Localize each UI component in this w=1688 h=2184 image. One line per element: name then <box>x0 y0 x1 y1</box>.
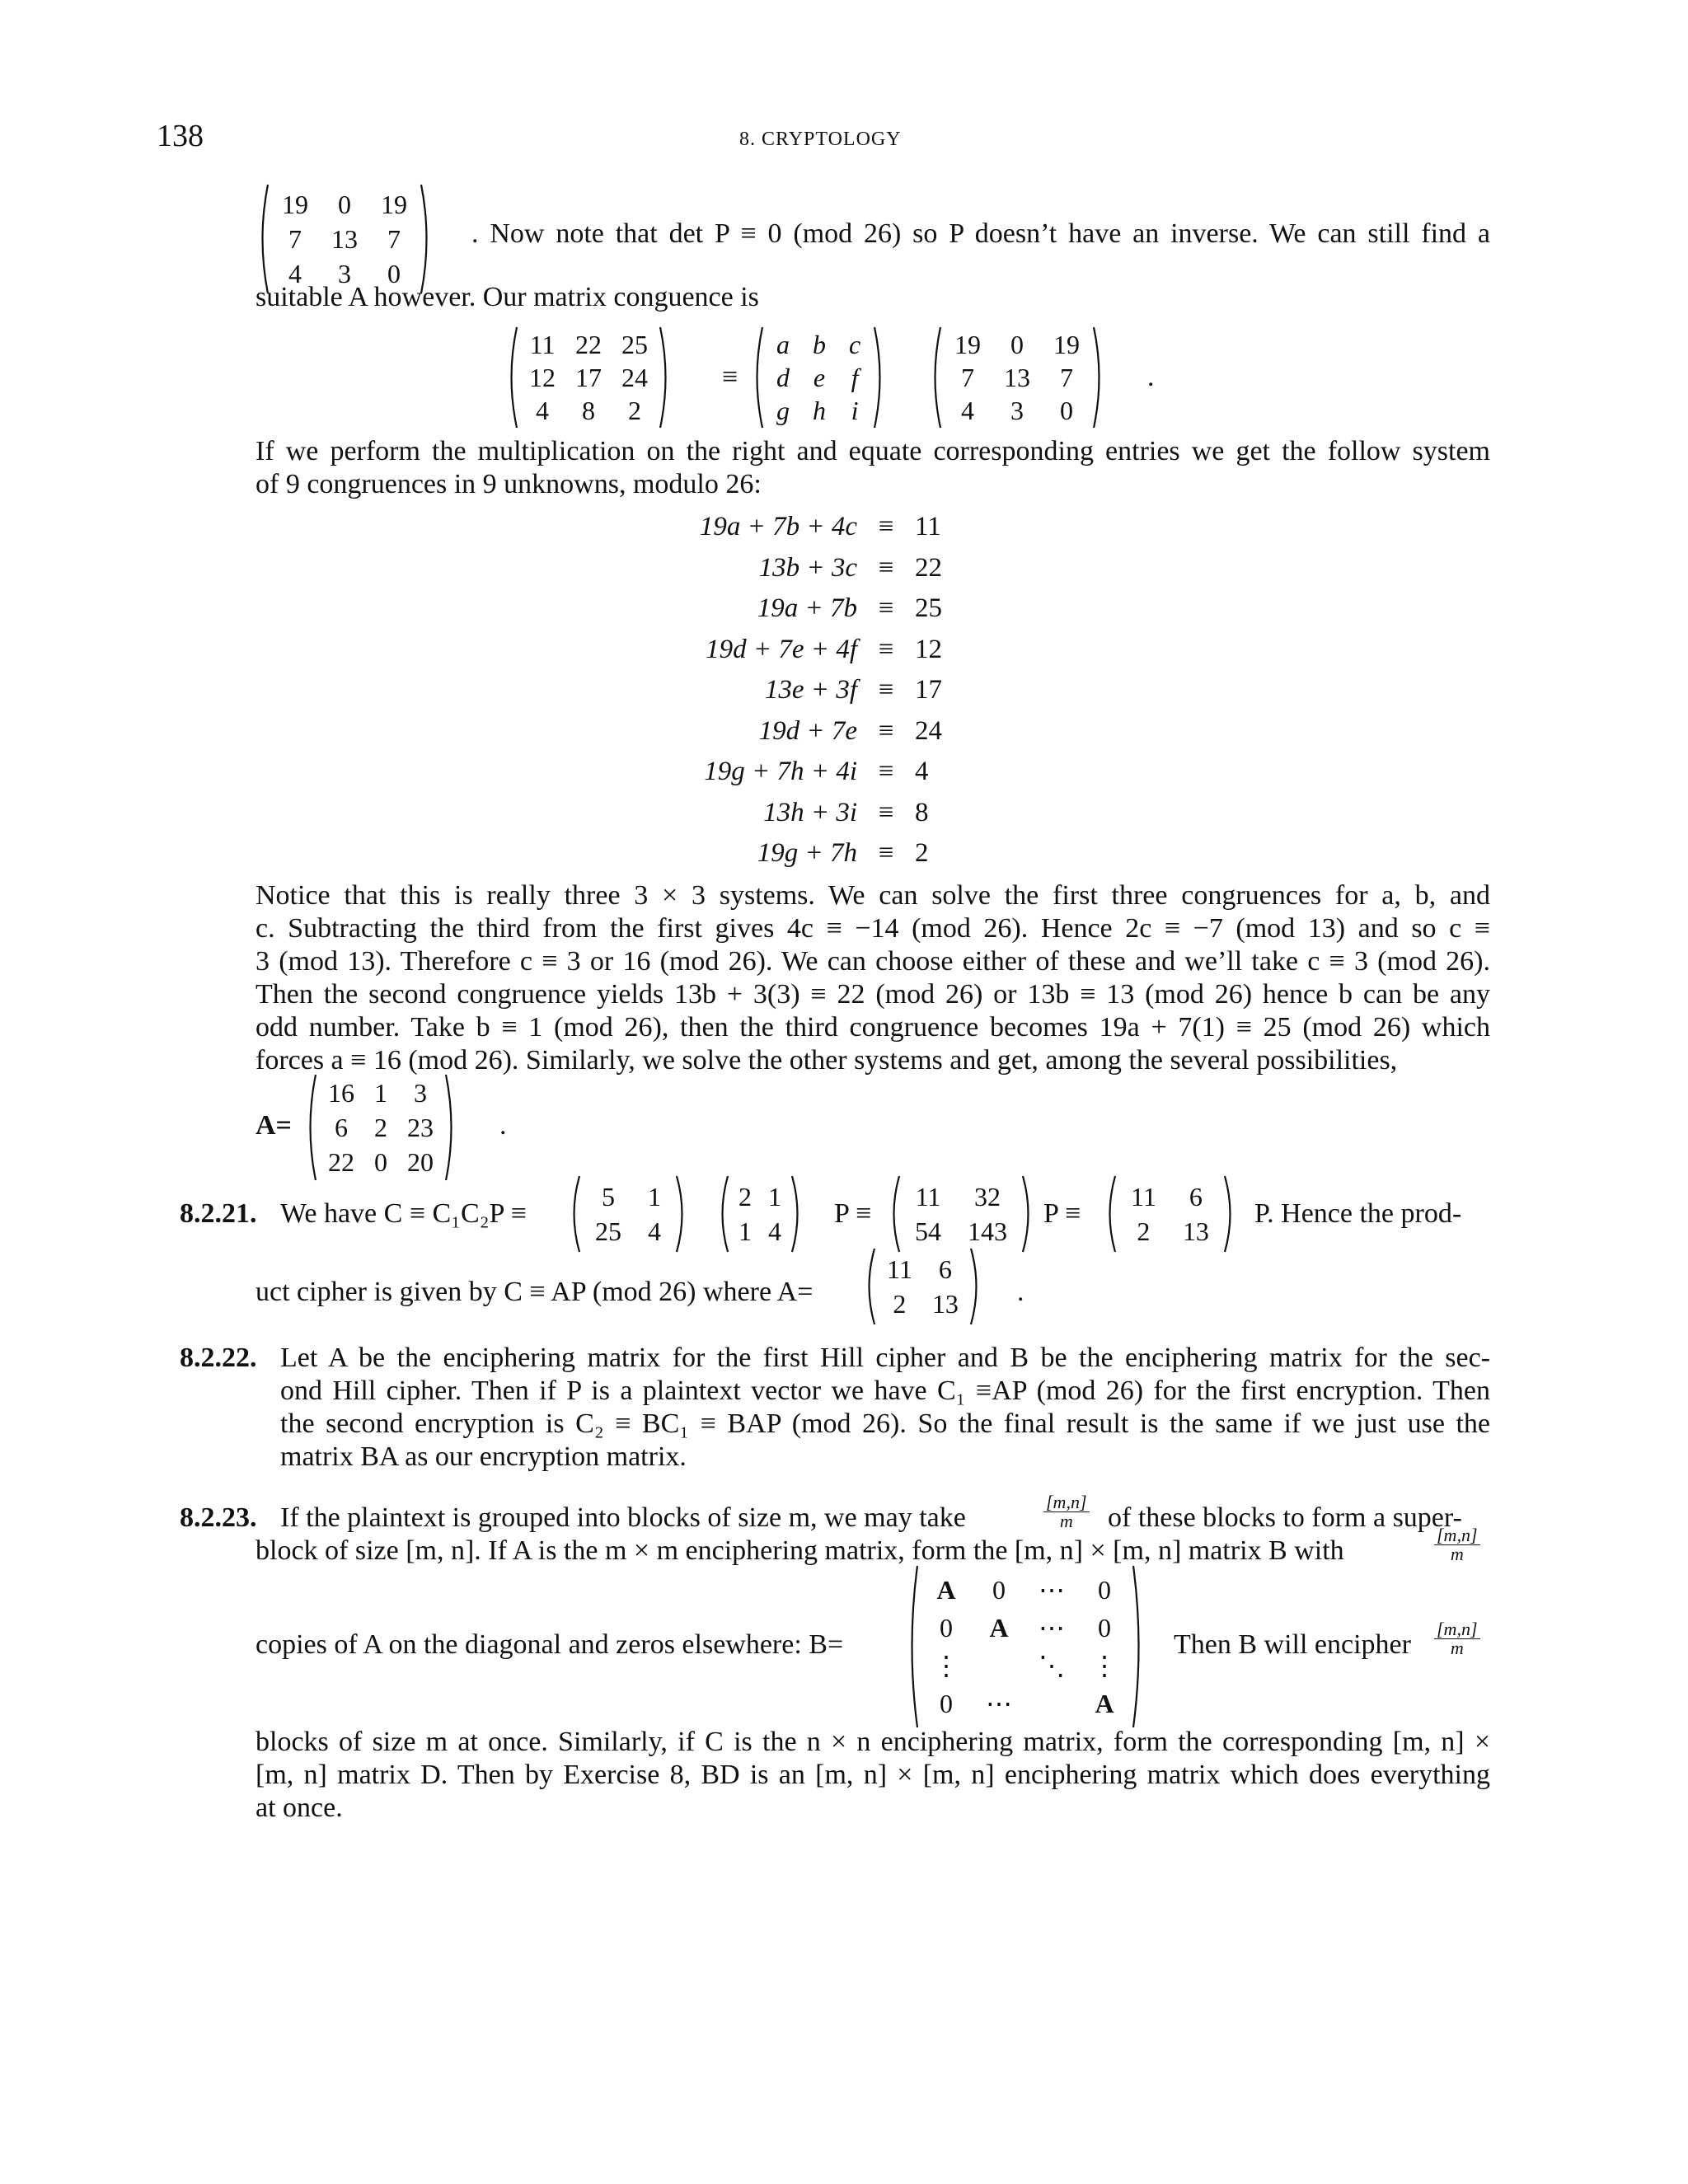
matrix-row <box>1118 1179 1222 1214</box>
matrix-cell: 3 <box>414 1078 427 1108</box>
right-paren <box>1020 1174 1035 1254</box>
matrix-row <box>582 1214 674 1249</box>
matrix-cell: 19 <box>954 330 981 359</box>
matrix-row <box>270 187 419 222</box>
matrix-cell: 13 <box>331 224 358 254</box>
matrix-cell: 3 <box>1010 396 1024 425</box>
matrix-row <box>920 1571 1131 1609</box>
matrix-cell: ⋱ <box>1039 1651 1065 1680</box>
system-intro-line1: If we perform the multiplication on the right and equate corresponding entries we get the follow system <box>256 436 1490 466</box>
matrix-cell: 2 <box>374 1113 387 1142</box>
matrix-row <box>920 1609 1131 1647</box>
system-lhs: 13h + 3i <box>763 797 857 827</box>
matrix-cell: c <box>849 330 861 359</box>
ex21-matrix-5 <box>862 1247 983 1326</box>
matrix-cell: 11 <box>887 1254 912 1284</box>
matrix-cell: i <box>851 396 859 425</box>
system-rhs: 11 <box>915 512 941 541</box>
system-lhs: 19a + 7b <box>757 593 857 623</box>
right-paren <box>1131 1564 1146 1729</box>
system-lhs: 13b + 3c <box>758 552 857 583</box>
matrix-cell: 19 <box>381 190 407 219</box>
top-text-line2: suitable A however. Our matrix conguence is <box>256 282 759 312</box>
matrix-row <box>877 1252 968 1286</box>
ex22-number: 8.2.22. <box>180 1343 257 1373</box>
right-paren <box>968 1247 983 1326</box>
ex21-matrix-3 <box>887 1174 1035 1254</box>
matrix-row <box>318 1110 443 1145</box>
matrix-cell: g <box>776 396 790 425</box>
matrix-cell: 24 <box>621 363 648 392</box>
system-rel: ≡ <box>878 797 894 827</box>
system-row <box>651 507 942 548</box>
paragraph-line: odd number. Take b ≡ 1 (mod 26), then the third congruence becomes 19a + 7(1) ≡ 25 (mod 26) which <box>256 1012 1490 1043</box>
right-paren <box>1222 1174 1237 1254</box>
system-row <box>651 833 942 874</box>
ex22-paragraph <box>280 1342 1490 1474</box>
congruence-system <box>651 507 942 874</box>
system-rel: ≡ <box>878 512 894 541</box>
paragraph-line: 3 (mod 13). Therefore c ≡ 3 or 16 (mod 26). We can choose either of these and we’ll take c ≡ 3 (mod 26). <box>256 946 1490 977</box>
matrix-cell <box>973 1647 1025 1685</box>
system-row <box>651 548 942 589</box>
matrix-grid <box>270 187 419 291</box>
ex23-fraction-1 <box>1043 1493 1090 1530</box>
matrix-cell: 0 <box>940 1613 953 1643</box>
congruence-end: . <box>1147 362 1155 392</box>
matrix-cell: 0 <box>992 1575 1006 1605</box>
matrix-cell: 8 <box>582 396 595 425</box>
system-rhs: 12 <box>915 634 942 664</box>
matrix-cell <box>1025 1685 1078 1722</box>
fraction-top: [m,n] <box>1434 1526 1480 1545</box>
right-paren <box>790 1174 804 1254</box>
matrix-cell: 0 <box>1098 1575 1111 1605</box>
matrix-grid <box>902 1179 1020 1249</box>
ex23-line1a: If the plaintext is grouped into blocks of size m, we may take <box>280 1502 966 1533</box>
system-rel: ≡ <box>878 593 894 623</box>
matrix-cell: 0 <box>387 259 401 288</box>
left-paren <box>256 183 270 295</box>
matrix-cell: 0 <box>1098 1613 1111 1643</box>
matrix-cell: ⋯ <box>986 1689 1012 1718</box>
right-paren <box>674 1174 689 1254</box>
A-result-end: . <box>499 1110 507 1141</box>
ex21-p-eq2: P ≡ <box>1043 1198 1081 1229</box>
matrix-grid <box>765 328 872 427</box>
system-rhs: 17 <box>915 675 942 705</box>
matrix-cell: A <box>1095 1689 1114 1718</box>
matrix-cell: 2 <box>738 1182 752 1212</box>
matrix-cell: 25 <box>621 330 648 359</box>
matrix-cell: 11 <box>529 330 556 359</box>
matrix-row <box>943 328 1091 361</box>
matrix-row <box>519 328 658 361</box>
system-rel: ≡ <box>878 675 894 705</box>
ex23-fraction-2 <box>1434 1526 1480 1563</box>
system-rel: ≡ <box>878 552 894 583</box>
matrix-cell: 0 <box>374 1147 387 1177</box>
matrix-cell: 13 <box>1182 1216 1209 1246</box>
matrix-cell: 0 <box>940 1689 953 1718</box>
matrix-cell: d <box>776 363 790 392</box>
matrix-cell: 143 <box>968 1216 1007 1246</box>
system-row <box>651 630 942 671</box>
solution-paragraph <box>256 879 1490 1077</box>
matrix-cell: A <box>989 1613 1009 1643</box>
matrix-row <box>920 1685 1131 1722</box>
matrix-cell: 7 <box>961 363 974 392</box>
matrix-cell: 0 <box>338 190 351 219</box>
top-matrix <box>256 183 434 295</box>
matrix-cell: 6 <box>335 1113 348 1142</box>
matrix-cell: h <box>813 396 826 425</box>
system-rel: ≡ <box>878 715 894 746</box>
matrix-row <box>902 1214 1020 1249</box>
matrix-cell: ⋮ <box>933 1651 959 1680</box>
matrix-row <box>1118 1214 1222 1249</box>
A-result-matrix <box>303 1073 458 1182</box>
top-text-line1: . Now note that det P ≡ 0 (mod 26) so P doesn’t have an inverse. We can still find a <box>471 218 1490 249</box>
system-row <box>651 793 942 834</box>
system-row <box>651 588 942 630</box>
matrix-cell: 2 <box>893 1289 907 1319</box>
matrix-row <box>943 361 1091 394</box>
system-row <box>651 670 942 711</box>
paragraph-line: Notice that this is really three 3 × 3 systems. We can solve the first three congruences for a, b, and <box>256 880 1490 911</box>
matrix-cell: 1 <box>738 1216 752 1246</box>
fraction-bottom: m <box>1059 1511 1073 1531</box>
matrix-grid <box>730 1179 790 1249</box>
left-paren <box>1103 1174 1118 1254</box>
matrix-cell: 22 <box>328 1147 354 1177</box>
matrix-cell: 6 <box>1189 1182 1203 1212</box>
matrix-row <box>765 328 872 361</box>
system-rhs: 22 <box>915 552 942 583</box>
system-lhs: 19d + 7e <box>758 715 857 746</box>
matrix-grid <box>943 328 1091 427</box>
matrix-row <box>877 1286 968 1321</box>
right-paren <box>872 326 887 429</box>
right-paren <box>443 1073 458 1182</box>
matrix-row <box>765 361 872 394</box>
matrix-row <box>582 1179 674 1214</box>
system-rel: ≡ <box>878 838 894 868</box>
left-paren <box>715 1174 730 1254</box>
matrix-cell: ⋯ <box>1039 1575 1065 1605</box>
paragraph-line: blocks of size m at once. Similarly, if C is the n × n enciphering matrix, form the corresponding [m, n] × <box>256 1727 1490 1757</box>
paragraph-line: the second encryption is C₂ ≡ BC₁ ≡ BAP (mod 26). So the final result is the same if we just use the <box>280 1408 1490 1439</box>
matrix-cell: 54 <box>915 1216 941 1246</box>
matrix-row <box>270 222 419 256</box>
fraction-top: [m,n] <box>1043 1493 1090 1512</box>
matrix-cell: 22 <box>575 330 602 359</box>
matrix-row <box>519 394 658 427</box>
matrix-cell: 1 <box>374 1078 387 1108</box>
page-number: 138 <box>157 119 204 153</box>
system-rel: ≡ <box>878 634 894 664</box>
matrix-cell: A <box>936 1575 956 1605</box>
matrix-grid <box>920 1571 1131 1722</box>
matrix-cell: ⋮ <box>1091 1651 1118 1680</box>
system-lhs: 13e + 3f <box>764 675 857 705</box>
left-paren <box>928 326 943 429</box>
right-paren <box>658 326 673 429</box>
matrix-grid <box>318 1076 443 1179</box>
matrix-grid <box>582 1179 674 1249</box>
paragraph-line: [m, n] matrix D. Then by Exercise 8, BD is an [m, n] × [m, n] enciphering matrix which does everything <box>256 1760 1490 1790</box>
right-paren <box>1091 326 1106 429</box>
matrix-cell: 19 <box>1053 330 1080 359</box>
ex23-number: 8.2.23. <box>180 1502 257 1533</box>
right-paren <box>419 183 434 295</box>
matrix-cell: 4 <box>648 1216 661 1246</box>
ex23-line1b: of these blocks to form a super- <box>1108 1502 1462 1533</box>
ex21-matrix-1 <box>567 1174 689 1254</box>
matrix-cell: 6 <box>938 1254 952 1284</box>
matrix-cell: 13 <box>931 1289 959 1319</box>
ex21-end: . <box>1017 1277 1025 1307</box>
left-paren <box>750 326 765 429</box>
system-lhs: 19d + 7e + 4f <box>706 634 857 664</box>
ex21-tail: P. Hence the prod- <box>1254 1198 1462 1229</box>
matrix-cell: 2 <box>628 396 641 425</box>
matrix-cell: 4 <box>288 259 302 288</box>
system-rhs: 8 <box>915 797 929 827</box>
matrix-cell: 2 <box>1137 1216 1151 1246</box>
paragraph-line: matrix BA as our encryption matrix. <box>280 1441 687 1472</box>
left-paren <box>887 1174 902 1254</box>
paragraph-line: at once. <box>256 1793 343 1823</box>
matrix-row <box>519 361 658 394</box>
running-head: 8. CRYPTOLOGY <box>739 129 902 150</box>
matrix-row <box>765 394 872 427</box>
matrix-row <box>902 1179 1020 1214</box>
left-paren <box>862 1247 877 1326</box>
matrix-cell: 0 <box>1060 396 1073 425</box>
matrix-cell: 3 <box>338 259 351 288</box>
matrix-cell: 0 <box>1010 330 1024 359</box>
system-lhs: 19g + 7h <box>757 838 857 868</box>
matrix-cell: 1 <box>648 1182 661 1212</box>
matrix-cell: 32 <box>974 1182 1001 1212</box>
congruence-left-matrix <box>504 326 673 429</box>
matrix-cell: 4 <box>768 1216 781 1246</box>
congruence-var-matrix <box>750 326 887 429</box>
matrix-row <box>730 1179 790 1214</box>
fraction-bottom: m <box>1450 1544 1464 1564</box>
matrix-cell: 4 <box>961 396 974 425</box>
left-paren <box>303 1073 318 1182</box>
matrix-cell: 11 <box>1131 1182 1156 1212</box>
matrix-cell: 16 <box>328 1078 354 1108</box>
matrix-cell: ⋯ <box>1039 1613 1065 1643</box>
left-paren <box>504 326 519 429</box>
paragraph-line: c. Subtracting the third from the first gives 4c ≡ −14 (mod 26). Hence 2c ≡ −7 (mod 13) and so c ≡ <box>256 913 1490 944</box>
paragraph-line: Let A be the enciphering matrix for the first Hill cipher and B be the enciphering matrix for the sec- <box>280 1343 1490 1373</box>
A-result-label: A= <box>256 1110 292 1141</box>
matrix-row <box>920 1647 1131 1685</box>
matrix-cell: 7 <box>387 224 401 254</box>
paragraph-line: ond Hill cipher. Then if P is a plaintext vector we have C₁ ≡AP (mod 26) for the first encryption. Then <box>280 1376 1490 1406</box>
paragraph-line: forces a ≡ 16 (mod 26). Similarly, we solve the other systems and get, among the several possibilities, <box>256 1045 1398 1076</box>
matrix-cell: 4 <box>536 396 549 425</box>
system-row <box>651 711 942 752</box>
fraction-top: [m,n] <box>1434 1620 1480 1639</box>
matrix-cell: 23 <box>407 1113 434 1142</box>
ex21-number: 8.2.21. <box>180 1198 257 1229</box>
ex21-matrix-2 <box>715 1174 804 1254</box>
fraction-bottom: m <box>1450 1638 1464 1658</box>
ex23-block-matrix <box>905 1564 1146 1729</box>
matrix-cell: 25 <box>595 1216 621 1246</box>
congruence-rel: ≡ <box>722 362 738 392</box>
ex21-line2: uct cipher is given by C ≡ AP (mod 26) where A= <box>256 1277 814 1307</box>
ex23-line3b: Then B will encipher <box>1174 1629 1411 1660</box>
system-lhs: 19a + 7b + 4c <box>699 512 857 541</box>
system-rhs: 4 <box>915 757 929 786</box>
matrix-cell: 7 <box>1060 363 1073 392</box>
congruence-right-matrix <box>928 326 1106 429</box>
matrix-cell: e <box>813 363 826 392</box>
matrix-cell: 13 <box>1004 363 1030 392</box>
paragraph-line: Then the second congruence yields 13b + 3(3) ≡ 22 (mod 26) or 13b ≡ 13 (mod 26) hence b can be any <box>256 979 1490 1010</box>
matrix-cell: 12 <box>529 363 556 392</box>
system-lhs: 19g + 7h + 4i <box>704 757 857 786</box>
ex23-fraction-3 <box>1434 1620 1480 1657</box>
ex23-line2a: block of size [m, n]. If A is the m × m enciphering matrix, form the [m, n] × [m, n] matrix B with <box>256 1535 1344 1566</box>
matrix-cell: 11 <box>915 1182 941 1212</box>
matrix-cell: a <box>776 330 790 359</box>
ex21-we-have: We have C ≡ C₁C₂P ≡ <box>280 1198 527 1229</box>
ex23-paragraph <box>256 1726 1490 1825</box>
matrix-grid <box>519 328 658 427</box>
matrix-cell: 17 <box>575 363 602 392</box>
system-rhs: 2 <box>915 838 929 868</box>
matrix-cell: 7 <box>288 224 302 254</box>
matrix-cell: f <box>851 363 859 392</box>
ex21-matrix-4 <box>1103 1174 1237 1254</box>
left-paren <box>567 1174 582 1254</box>
matrix-grid <box>877 1252 968 1321</box>
system-rhs: 24 <box>915 715 942 746</box>
left-paren <box>905 1564 920 1729</box>
system-intro-line2: of 9 congruences in 9 unknowns, modulo 26: <box>256 469 762 499</box>
system-rhs: 25 <box>915 593 942 623</box>
system-row <box>651 752 942 793</box>
matrix-row <box>318 1076 443 1110</box>
ex23-line3a: copies of A on the diagonal and zeros elsewhere: B= <box>256 1629 844 1660</box>
matrix-cell: 1 <box>768 1182 781 1212</box>
ex21-p-eq: P ≡ <box>834 1198 872 1229</box>
system-rel: ≡ <box>878 757 894 786</box>
matrix-cell: b <box>813 330 826 359</box>
matrix-row <box>730 1214 790 1249</box>
matrix-row <box>943 394 1091 427</box>
matrix-row <box>318 1145 443 1179</box>
matrix-cell: 5 <box>602 1182 615 1212</box>
matrix-cell: 19 <box>282 190 308 219</box>
matrix-cell: 20 <box>407 1147 434 1177</box>
matrix-grid <box>1118 1179 1222 1249</box>
